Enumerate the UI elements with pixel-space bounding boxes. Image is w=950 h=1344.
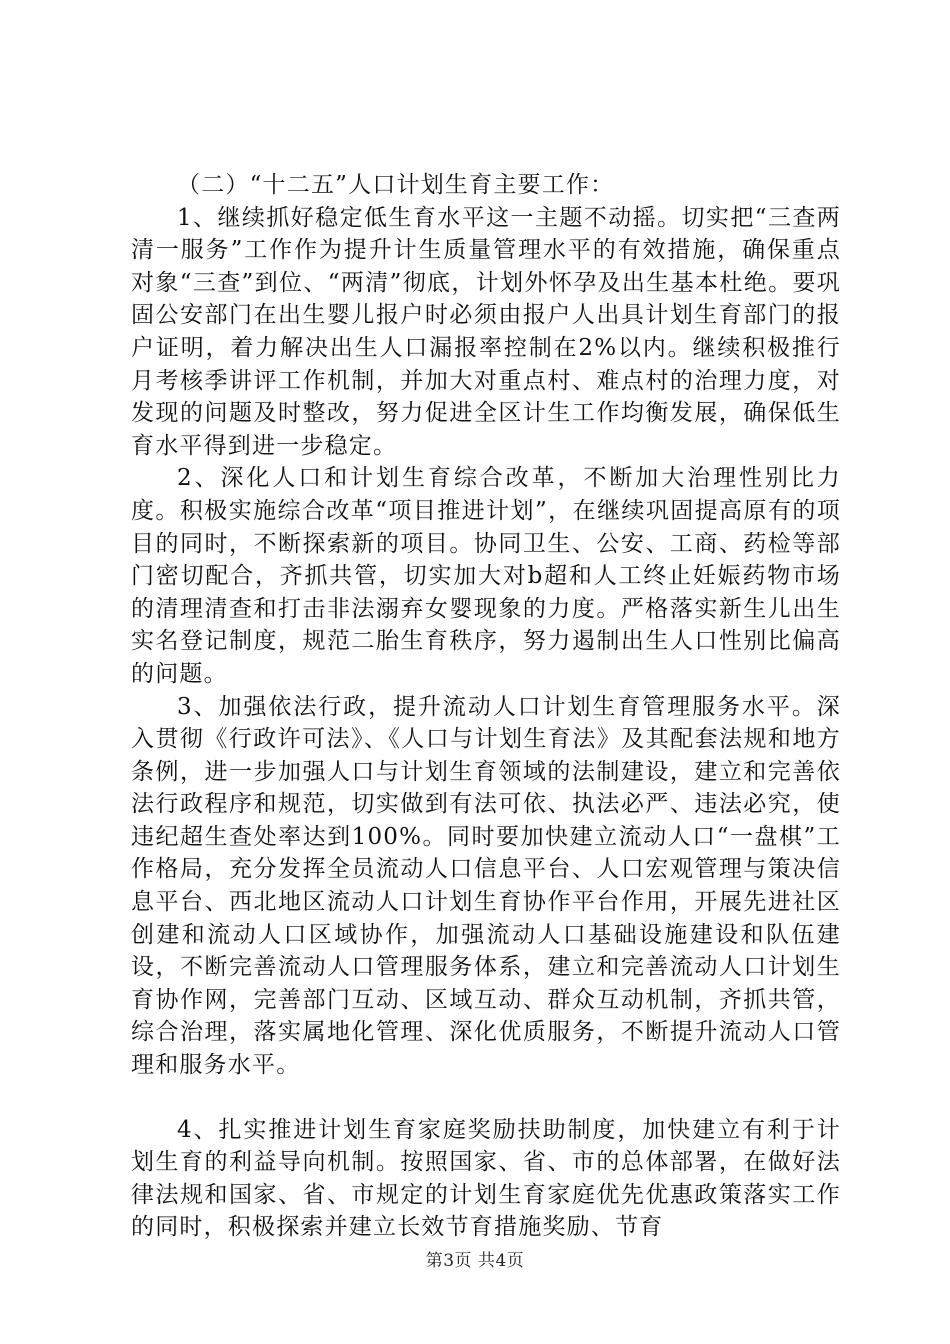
paragraph-3: 3、加强依法行政，提升流动人口计划生育管理服务水平。深入贯彻《行政许可法》、《人口与计划生育法》及其配套法规和地方条例，进一步加强人口与计划生育领域的法制建设，建立和完善依法行政程序和规范，切实做到有法可依、执法必严、违法必究，使违纪超生查处率达到100%。同时要加快建立流动人口“一盘棋”工作格局，充分发挥全员流动人口信息平台、人口宏观管理与策决信息平台、西北地区流动人口计划生育协作平台作用，开展先进社区创建和流动人口区域协作，加强流动人口基础设施建设和队伍建设，不断完善流动人口管理服务体系，建立和完善流动人口计划生育协作网，完善部门互动、区域互动、群众互动机制，齐抓共管，综合治理，落实属地化管理、深化优质服务，不断提升流动人口管理和服务水平。 — [131, 693, 841, 1079]
paragraph-4: 4、扎实推进计划生育家庭奖励扶助制度，加快建立有利于计划生育的利益导向机制。按照国家、省、市的总体部署，在做好法律法规和国家、省、市规定的计划生育家庭优先优惠政策落实工作的同时，积极探索并建立长效节育措施奖励、节育 — [131, 1116, 841, 1241]
paragraph-1: 1、继续抓好稳定低生育水平这一主题不动摇。切实把“三查两清一服务”工作作为提升计生质量管理水平的有效措施，确保重点对象“三查”到位、“两清”彻底，计划外怀孕及出生基本杜绝。要巩固公安部门在出生婴儿报户时必须由报户人出具计划生育部门的报户证明，着力解决出生人口漏报率控制在2%以内。继续积极推行月考核季讲评工作机制，并加大对重点村、难点村的治理力度，对发现的问题及时整改，努力促进全区计生工作均衡发展，确保低生育水平得到进一步稳定。 — [131, 204, 841, 459]
paragraph-2: 2、深化人口和计划生育综合改革，不断加大治理性别比力度。积极实施综合改革“项目推进计划”，在继续巩固提高原有的项目的同时，不断探索新的项目。协同卫生、公安、工商、药检等部门密切配合，齐抓共管，切实加大对b超和人工终止妊娠药物市场的清理清查和打击非法溺弃女婴现象的力度。严格落实新生儿出生实名登记制度，规范二胎生育秩序，努力遏制出生人口性别比偏高的问题。 — [131, 465, 841, 687]
document-body — [131, 169, 841, 1244]
section-heading: （二）“十二五”人口计划生育主要工作： — [177, 172, 615, 198]
page-footer: 第3页 共4页 — [425, 1251, 525, 1271]
